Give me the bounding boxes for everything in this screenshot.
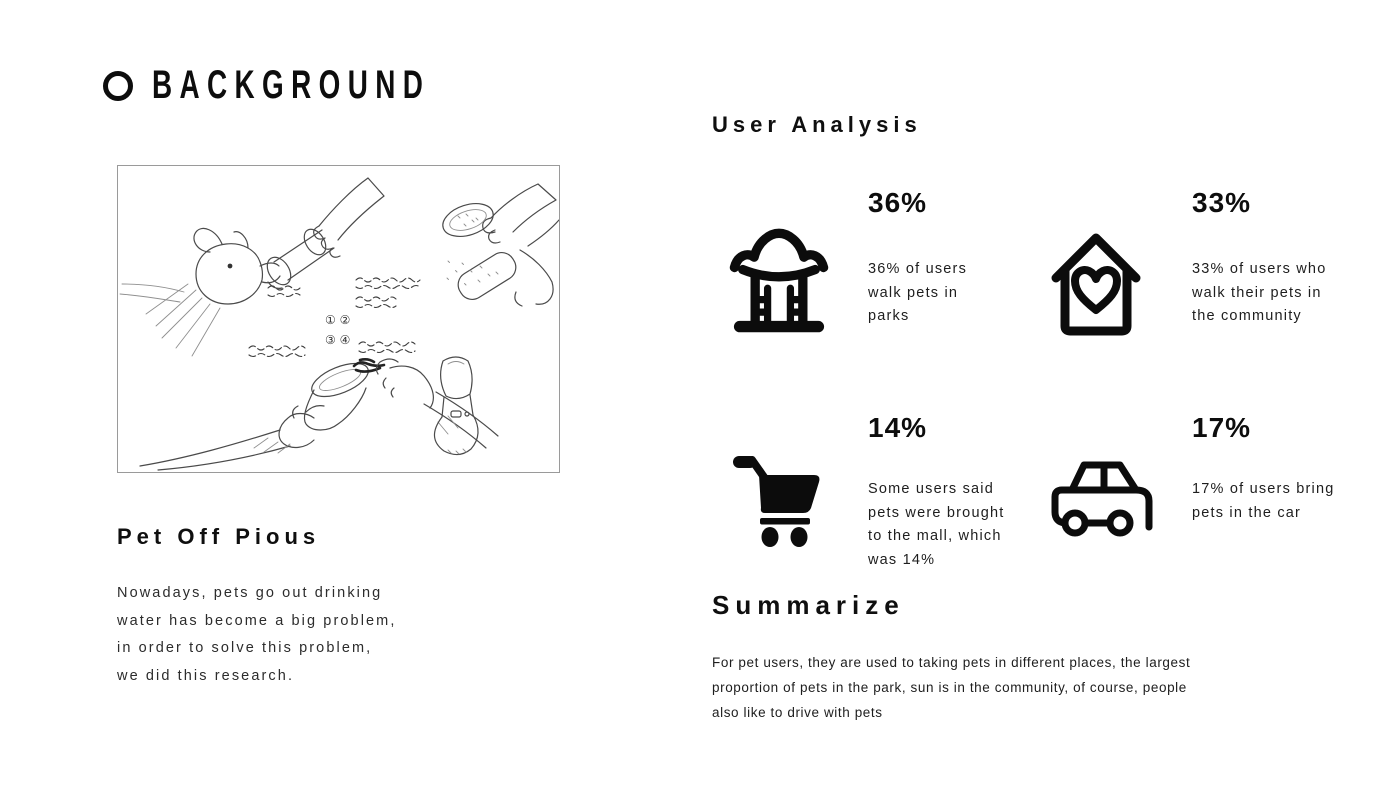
stat-text — [1192, 186, 1326, 329]
user-analysis-title: User Analysis — [712, 112, 922, 137]
project-title: Pet Off Pious — [117, 524, 321, 549]
sketch-annotations — [249, 278, 420, 357]
description-line: in order to solve this problem, — [117, 640, 373, 656]
stat-description — [1192, 258, 1326, 329]
house-heart-icon — [1046, 226, 1146, 342]
stat-text — [868, 186, 967, 329]
stat-line: 17% of users bring — [1192, 481, 1335, 497]
stat-line: 36% of users — [868, 261, 968, 277]
summary-paragraph — [712, 650, 1190, 725]
description-line: Nowadays, pets go out drinking — [117, 585, 383, 601]
circle-bullet-icon — [103, 71, 133, 101]
pavilion-icon — [727, 224, 831, 338]
stat-line: pets in the car — [1192, 504, 1302, 521]
stat-line: parks — [868, 308, 910, 324]
stat-value: 17% — [1192, 412, 1252, 443]
research-sketch-panel — [117, 165, 560, 473]
description-line: we did this research. — [117, 667, 295, 684]
stat-description — [868, 478, 1004, 572]
sketch-step-numbers-row1: ① ② — [325, 313, 351, 327]
summary-line: also like to drive with pets — [712, 705, 883, 720]
stat-line: walk their pets in — [1192, 284, 1322, 301]
stat-line: walk pets in — [868, 284, 959, 301]
stat-line: 33% of users who — [1192, 261, 1327, 277]
stat-community — [1046, 186, 1376, 421]
stat-description — [1192, 478, 1335, 525]
hands-holding-bottle-sketch — [439, 184, 559, 306]
section-header — [103, 62, 491, 108]
stat-value: 36% — [868, 187, 928, 218]
description-line: water has become a big problem, — [117, 612, 397, 629]
stat-text — [868, 411, 1004, 572]
stat-line: pets were brought — [868, 504, 1005, 521]
pet-bottle-sketch — [118, 166, 559, 472]
summary-line: For pet users, they are used to taking pets in different places, the largest — [712, 655, 1191, 670]
page-title: BACKGROUND — [152, 62, 431, 108]
stat-car — [1046, 411, 1376, 646]
stat-text — [1192, 411, 1335, 525]
stat-value: 14% — [868, 412, 928, 443]
stat-value: 33% — [1192, 187, 1252, 218]
project-description — [117, 580, 397, 690]
product-bottle-sketch — [434, 357, 478, 455]
shopping-cart-icon — [727, 448, 827, 552]
stat-description — [868, 258, 967, 329]
stat-parks — [727, 186, 1057, 421]
wiping-bottle-sketch — [140, 357, 498, 470]
sketch-step-numbers-row2: ③ ④ — [325, 333, 351, 347]
car-icon — [1046, 452, 1158, 538]
dog-drinking-sketch — [120, 178, 384, 356]
summary-line: proportion of pets in the park, sun is in the community, of course, people — [712, 680, 1187, 695]
summarize-title: Summarize — [712, 590, 905, 620]
stat-line: was 14% — [868, 551, 936, 568]
stat-line: to the mall, which — [868, 528, 1002, 544]
stat-line: Some users said — [868, 481, 994, 497]
stat-line: the community — [1192, 308, 1302, 324]
